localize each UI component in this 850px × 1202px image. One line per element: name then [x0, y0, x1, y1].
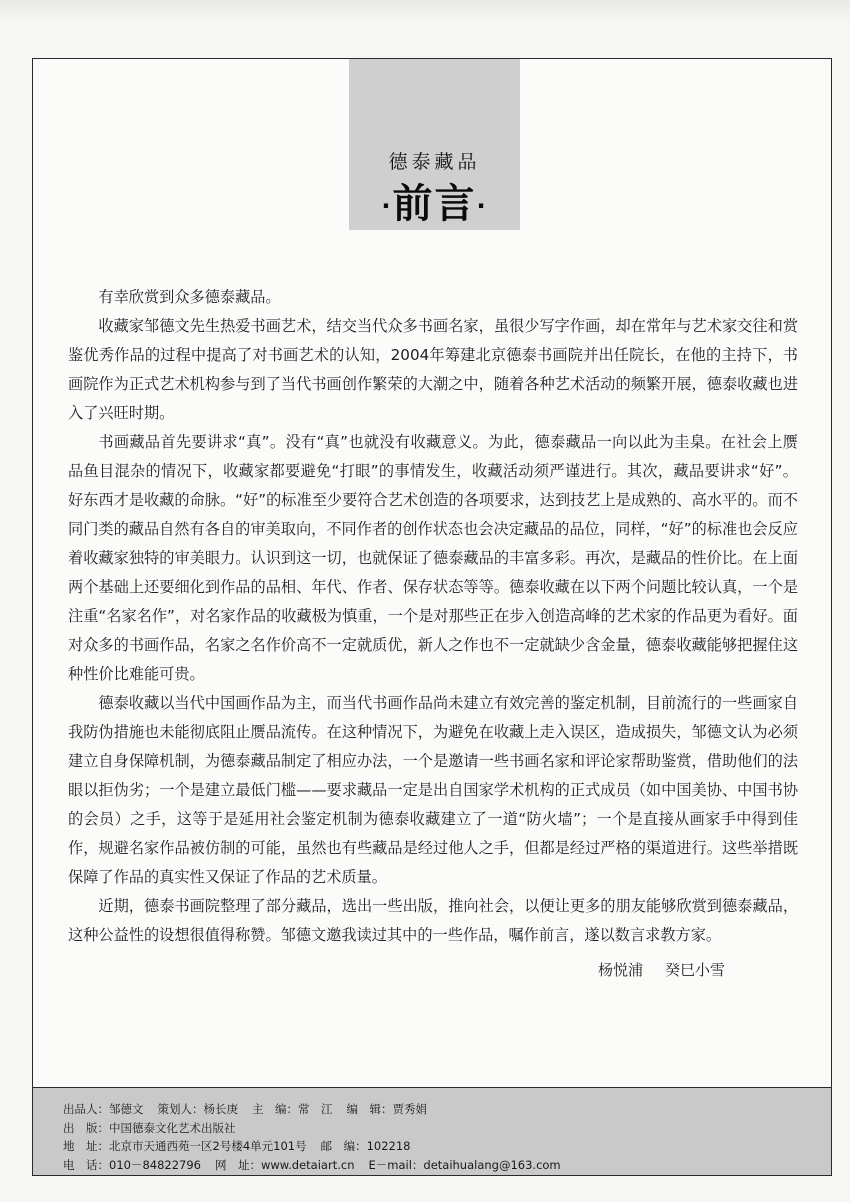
website: 网 址：www.detaiart.cn: [214, 1157, 355, 1172]
author-name: 杨悦浦: [598, 961, 644, 979]
heading-text: 前言: [392, 181, 477, 227]
postcode: 邮 编：102218: [320, 1139, 411, 1153]
heading-dot-left: ·: [381, 192, 393, 220]
chief-editor: 主 编：常 江: [252, 1102, 333, 1116]
preface-body: [68, 283, 798, 950]
email: E－mail：detaihualang@163.com: [368, 1157, 561, 1172]
phone: 电 话：010－84822796: [63, 1157, 201, 1172]
signature: [598, 959, 725, 980]
scan-top-edge: [0, 0, 850, 22]
colophon-lines: [63, 1100, 575, 1174]
heading-dot-right: ·: [476, 192, 488, 220]
address: 地 址：北京市天通西苑一区2号楼4单元101号: [63, 1139, 307, 1153]
contact-line: [63, 1156, 575, 1175]
preface-heading: [349, 179, 520, 231]
credits-line: [63, 1100, 575, 1119]
signature-date: 癸巳小雪: [665, 961, 726, 979]
paragraph: 书画藏品首先要讲求“真”。没有“真”也就没有收藏意义。为此，德泰藏品一向以此为圭臬。在社会上赝品鱼目混杂的情况下，收藏家都要避免“打眼”的事情发生，收藏活动须严谨进行。其次，藏品要讲求“好”。好东西才是收藏的命脉。“好”的标准至少要符合艺术创造的各项要求，达到技艺上是成熟的、高水平的。而不同门类的藏品自然有各自的审美取向，不同作者的创作状态也会决定藏品的品位，同样，“好”的标准也会反应着收藏家独特的审美眼力。认识到这一切，也就保证了德泰藏品的丰富多彩。再次，是藏品的性价比。在上面两个基础上还要细化到作品的品相、年代、作者、保存状态等等。德泰收藏在以下两个问题比较认真，一个是注重“名家名作”，对名家作品的收藏极为慎重，一个是对那些正在步入创造高峰的艺术家的作品更为看好。面对众多的书画作品，名家之名作价高不一定就质优，新人之作也不一定就缺少含金量，德泰收藏能够把握住这种性价比难能可贵。: [68, 433, 798, 683]
title-block: [349, 59, 520, 230]
colophon: [32, 1088, 832, 1176]
paragraph: 近期，德泰书画院整理了部分藏品，选出一些出版，推向社会，以便让更多的朋友能够欣赏到德泰藏品，这种公益性的设想很值得称赞。邹德文邀我读过其中的一些作品，嘱作前言，遂以数言求教方家。: [68, 897, 798, 944]
address-line: [63, 1137, 575, 1156]
brand-title: 德泰藏品: [388, 151, 481, 173]
paragraph: 德泰收藏以当代中国画作品为主，而当代书画作品尚未建立有效完善的鉴定机制，目前流行的一些画家自我防伪措施也未能彻底阻止赝品流传。在这种情况下，为避免在收藏上走入误区，造成损失，邹德文认为必须建立自身保障机制，为德泰藏品制定了相应办法，一个是邀请一些书画名家和评论家帮助鉴赏，借助他们的法眼以拒伪劣；一个是建立最低门槛——要求藏品一定是出自国家学术机构的正式成员（如中国美协、中国书协的会员）之手，这等于是延用社会鉴定机制为德泰收藏建立了一道“防火墙”；一个是直接从画家手中得到佳作，规避名家作品被仿制的可能，虽然也有些藏品是经过他人之手，但都是经过严格的渠道进行。这些举措既保障了作品的真实性又保证了作品的艺术质量。: [68, 694, 798, 886]
publisher-line: 出 版：中国德泰文化艺术出版社: [63, 1120, 236, 1135]
paragraph: 收藏家邹德文先生热爱书画艺术，结交当代众多书画名家，虽很少写字作画，却在常年与艺术家交往和赏鉴优秀作品的过程中提高了对书画艺术的认知，2004年筹建北京德泰书画院并出任院长，在他的主持下，书画院作为正式艺术机构参与到了当代书画创作繁荣的大潮之中，随着各种艺术活动的频繁开展，德泰收藏也进入了兴旺时期。: [68, 317, 798, 422]
planner: 策划人：杨长庚: [157, 1102, 238, 1116]
paragraph: 有幸欣赏到众多德泰藏品。: [98, 288, 281, 306]
editor: 编 辑：贾秀娟: [346, 1102, 427, 1116]
producer: 出品人：邹德文: [63, 1102, 144, 1116]
